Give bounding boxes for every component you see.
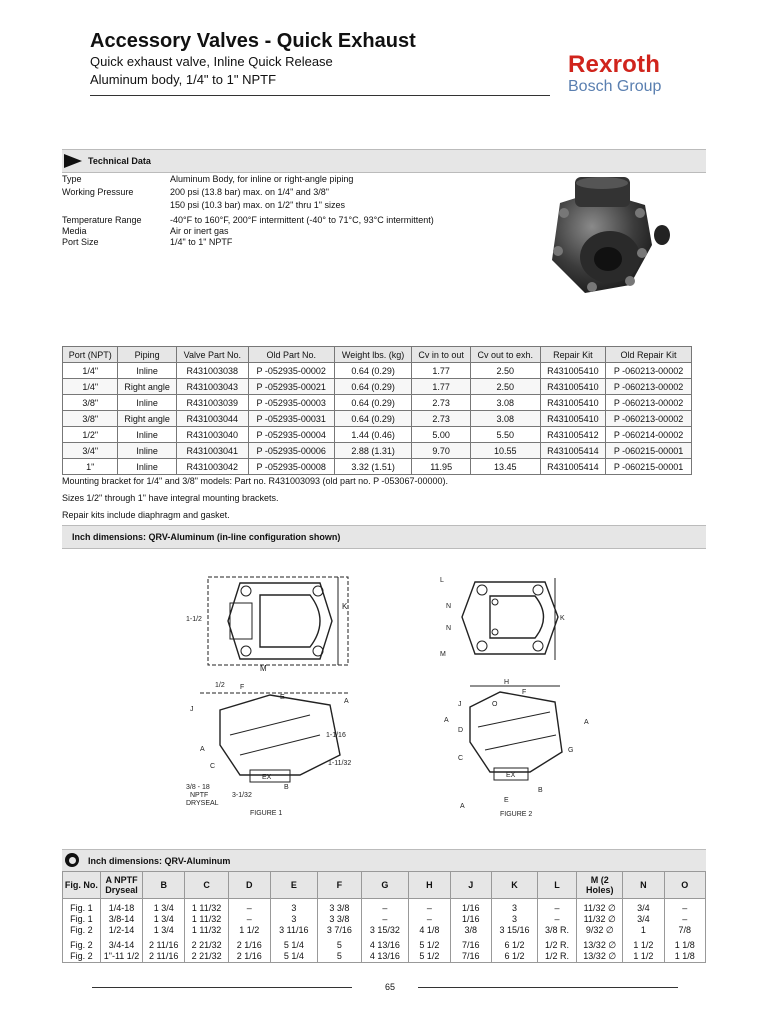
table-cell: 1 1/8 <box>664 951 705 963</box>
dim-label: A <box>444 717 449 724</box>
circle-marker-icon <box>69 857 76 864</box>
col-header: K <box>492 872 538 899</box>
dim-label: C <box>210 763 216 770</box>
table-cell: 1 3/4 <box>143 925 185 936</box>
col-header: L <box>537 872 576 899</box>
col-header: A NPTF Dryseal <box>100 872 143 899</box>
table-cell: 11.95 <box>412 459 470 475</box>
table-cell: 2.73 <box>412 411 470 427</box>
brand-logo <box>568 52 661 96</box>
table-cell: – <box>664 914 705 925</box>
section-heading: Technical Data <box>88 156 151 166</box>
table-cell: – <box>361 914 409 925</box>
dim-label: A <box>584 719 589 726</box>
dim-label: E <box>280 694 285 701</box>
table-cell: – <box>409 914 450 925</box>
table-cell: 3.08 <box>470 411 540 427</box>
table-row <box>63 936 706 951</box>
table-cell: R431003042 <box>176 459 248 475</box>
col-header: Weight lbs. (kg) <box>334 347 412 363</box>
page-subtitle-1: Quick exhaust valve, Inline Quick Release <box>90 54 333 69</box>
dim-label: K <box>342 602 348 611</box>
table-cell: P -060213-00002 <box>606 379 692 395</box>
table-cell: P -052935-00004 <box>248 427 334 443</box>
brand-group: Bosch Group <box>568 78 662 95</box>
table-row <box>63 443 692 459</box>
dim-label: G <box>568 747 574 754</box>
table-cell: Inline <box>118 459 176 475</box>
table-cell: 1/2 R. <box>537 951 576 963</box>
table-cell: 1/16 <box>450 899 492 915</box>
table-row <box>63 427 692 443</box>
page-number: 65 <box>384 982 395 992</box>
table-cell: 7/16 <box>450 951 492 963</box>
figure-1-drawing <box>180 565 390 820</box>
dim-label: F <box>522 689 527 696</box>
table-cell: 3/8" <box>63 395 118 411</box>
table-cell: P -052935-00003 <box>248 395 334 411</box>
table-cell: P -060213-00002 <box>606 411 692 427</box>
col-header: Piping <box>118 347 176 363</box>
dimension-table <box>62 871 706 963</box>
dim-label: EX <box>506 772 516 779</box>
valve-spec-table <box>62 346 692 475</box>
table-cell: 7/16 <box>450 936 492 951</box>
col-header: C <box>185 872 229 899</box>
page-subtitle-2: Aluminum body, 1/4" to 1" NPTF <box>90 72 277 87</box>
table-cell: R431005410 <box>540 379 605 395</box>
table-cell: 3 3/8 <box>318 899 362 915</box>
table-cell: 1 11/32 <box>185 899 229 915</box>
tech-value: 150 psi (10.3 bar) max. on 1/2" thru 1" sizes <box>170 200 345 210</box>
table-cell: 9/32 ∅ <box>577 925 623 936</box>
table-cell: 3 <box>270 899 318 915</box>
port-label: DRYSEAL <box>186 800 219 807</box>
table-row <box>63 925 706 936</box>
arrow-marker-icon <box>64 154 82 168</box>
table-cell: 4 13/16 <box>361 936 409 951</box>
section-heading: Inch dimensions: QRV-Aluminum (in-line configuration shown) <box>72 532 341 542</box>
table-cell: 3 <box>270 914 318 925</box>
table-cell: 5 1/4 <box>270 951 318 963</box>
tech-value: 200 psi (13.8 bar) max. on 1/4" and 3/8" <box>170 187 329 197</box>
table-cell: 2 1/16 <box>228 951 270 963</box>
port-label: 3/8 - 18 <box>186 784 210 791</box>
tech-key: Type <box>62 174 82 184</box>
table-row <box>63 395 692 411</box>
table-cell: – <box>537 914 576 925</box>
table-cell: 1/4" <box>63 363 118 379</box>
col-header: Old Part No. <box>248 347 334 363</box>
table-cell: R431005414 <box>540 459 605 475</box>
table-cell: – <box>228 899 270 915</box>
tech-value: Air or inert gas <box>170 226 229 236</box>
table-cell: P -060213-00002 <box>606 395 692 411</box>
table-row <box>63 951 706 963</box>
table-cell: R431003044 <box>176 411 248 427</box>
table-cell: 1 11/32 <box>185 914 229 925</box>
port-label: NPTF <box>190 792 209 799</box>
dim-label: N <box>446 625 452 632</box>
table-cell: 1.44 (0.46) <box>334 427 412 443</box>
table-cell: R431005414 <box>540 443 605 459</box>
section-technical-data <box>62 149 706 173</box>
figure-caption: FIGURE 2 <box>500 811 533 818</box>
table-cell: R431005410 <box>540 411 605 427</box>
table-cell: 2.50 <box>470 379 540 395</box>
section-heading: Inch dimensions: QRV-Aluminum <box>88 856 231 866</box>
dim-label: 1-11/32 <box>328 760 352 767</box>
dim-label: H <box>504 679 510 686</box>
table-cell: 3/4 <box>623 914 664 925</box>
product-photo <box>530 175 680 315</box>
table-cell: 5.50 <box>470 427 540 443</box>
table-cell: 13/32 ∅ <box>577 951 623 963</box>
table-cell: 7/8 <box>664 925 705 936</box>
table-cell: P -060214-00002 <box>606 427 692 443</box>
figure-caption: FIGURE 1 <box>250 810 283 817</box>
table-cell: 3 <box>492 914 538 925</box>
table-cell: R431003041 <box>176 443 248 459</box>
dim-label: J <box>190 706 194 713</box>
table-cell: 6 1/2 <box>492 936 538 951</box>
table-cell: Fig. 1 <box>63 899 101 915</box>
table-cell: 0.64 (0.29) <box>334 379 412 395</box>
table-cell: Inline <box>118 427 176 443</box>
table-cell: Right angle <box>118 411 176 427</box>
table-cell: 3 7/16 <box>318 925 362 936</box>
note-mounting-bracket: Mounting bracket for 1/4" and 3/8" models: Part no. R431003093 (old part no. P -053067-00000). <box>62 476 448 486</box>
table-cell: 5 <box>318 951 362 963</box>
table-cell: 2 1/16 <box>228 936 270 951</box>
table-cell: Fig. 2 <box>63 925 101 936</box>
brand-name: Rexroth <box>568 51 661 78</box>
dim-label: B <box>284 784 289 791</box>
table-cell: 4 1/8 <box>409 925 450 936</box>
tech-value: -40°F to 160°F, 200°F intermittent (-40° to 71°C, 93°C intermittent) <box>170 215 434 225</box>
table-cell: 2 21/32 <box>185 936 229 951</box>
table-row <box>63 459 692 475</box>
tech-value: 1/4" to 1" NPTF <box>170 237 233 247</box>
table-cell: 1 1/8 <box>664 936 705 951</box>
table-cell: 3/8" <box>63 411 118 427</box>
table-row <box>63 899 706 915</box>
table-cell: 2.50 <box>470 363 540 379</box>
table-cell: 3/8 <box>450 925 492 936</box>
table-cell: 2 21/32 <box>185 951 229 963</box>
col-header: E <box>270 872 318 899</box>
dim-label: 3-1/32 <box>232 792 252 799</box>
table-cell: Inline <box>118 395 176 411</box>
table-cell: – <box>361 899 409 915</box>
table-cell: R431005412 <box>540 427 605 443</box>
dim-label: E <box>504 797 509 804</box>
tech-key: Working Pressure <box>62 187 134 197</box>
table-cell: 1.77 <box>412 363 470 379</box>
table-cell: 5 1/4 <box>270 936 318 951</box>
table-cell: 1 <box>623 925 664 936</box>
page-title: Accessory Valves - Quick Exhaust <box>90 30 416 52</box>
col-header: G <box>361 872 409 899</box>
table-cell: 3 <box>492 899 538 915</box>
tech-value: Aluminum Body, for inline or right-angle piping <box>170 174 354 184</box>
table-cell: 3/8 R. <box>537 925 576 936</box>
dim-label: F <box>240 684 245 691</box>
figure-2-drawing <box>430 572 600 822</box>
table-cell: P -060215-00001 <box>606 443 692 459</box>
table-cell: 1 3/4 <box>143 914 185 925</box>
table-cell: 1.77 <box>412 379 470 395</box>
table-cell: 0.64 (0.29) <box>334 411 412 427</box>
table-cell: 3 15/16 <box>492 925 538 936</box>
col-header: F <box>318 872 362 899</box>
table-cell: R431003040 <box>176 427 248 443</box>
dim-label: D <box>458 727 464 734</box>
col-header: D <box>228 872 270 899</box>
footer-rule-right <box>418 987 678 988</box>
table-cell: R431005410 <box>540 395 605 411</box>
table-cell: 0.64 (0.29) <box>334 363 412 379</box>
col-header: Old Repair Kit <box>606 347 692 363</box>
table-cell: – <box>228 914 270 925</box>
tech-key: Port Size <box>62 237 99 247</box>
table-cell: R431005410 <box>540 363 605 379</box>
table-cell: 3 3/8 <box>318 914 362 925</box>
table-cell: 2.73 <box>412 395 470 411</box>
table-cell: 1" <box>63 459 118 475</box>
table-cell: 1"-11 1/2 <box>100 951 143 963</box>
table-cell: 13.45 <box>470 459 540 475</box>
table-cell: R431003038 <box>176 363 248 379</box>
table-cell: P -052935-00021 <box>248 379 334 395</box>
col-header: B <box>143 872 185 899</box>
dim-label: O <box>492 701 498 708</box>
note-repair-kits: Repair kits include diaphragm and gasket. <box>62 510 230 520</box>
col-header: Valve Part No. <box>176 347 248 363</box>
col-header: Cv out to exh. <box>470 347 540 363</box>
dim-label: M <box>440 651 446 658</box>
table-header-row <box>63 872 706 899</box>
table-cell: 1 1/2 <box>228 925 270 936</box>
table-cell: 10.55 <box>470 443 540 459</box>
col-header: N <box>623 872 664 899</box>
tech-key: Media <box>62 226 87 236</box>
table-cell: 11/32 ∅ <box>577 899 623 915</box>
table-cell: 3/4-14 <box>100 936 143 951</box>
col-header: O <box>664 872 705 899</box>
table-cell: – <box>409 899 450 915</box>
table-cell: 1 11/32 <box>185 925 229 936</box>
table-cell: – <box>537 899 576 915</box>
col-header: Repair Kit <box>540 347 605 363</box>
dim-label: M <box>260 664 267 673</box>
dim-label: EX <box>262 774 272 781</box>
dim-label: K <box>560 615 565 622</box>
dim-label: B <box>538 787 543 794</box>
table-cell: 0.64 (0.29) <box>334 395 412 411</box>
table-cell: 3 15/32 <box>361 925 409 936</box>
table-cell: 3.08 <box>470 395 540 411</box>
section-drawings <box>62 525 706 549</box>
table-cell: 4 13/16 <box>361 951 409 963</box>
table-cell: P -052935-00006 <box>248 443 334 459</box>
table-cell: Fig. 1 <box>63 914 101 925</box>
table-cell: 1/4-18 <box>100 899 143 915</box>
table-cell: 3/4" <box>63 443 118 459</box>
table-cell: 3/4 <box>623 899 664 915</box>
table-cell: 1/2-14 <box>100 925 143 936</box>
col-header: Fig. No. <box>63 872 101 899</box>
table-cell: P -052935-00008 <box>248 459 334 475</box>
footer-rule-left <box>92 987 352 988</box>
table-cell: 1/16 <box>450 914 492 925</box>
table-cell: 3 11/16 <box>270 925 318 936</box>
col-header: J <box>450 872 492 899</box>
dim-label: J <box>458 701 462 708</box>
table-cell: 1 1/2 <box>623 936 664 951</box>
table-header-row <box>63 347 692 363</box>
table-cell: 2 11/16 <box>143 936 185 951</box>
header-rule <box>90 95 550 96</box>
table-cell: 1 3/4 <box>143 899 185 915</box>
dim-label: C <box>458 755 464 762</box>
table-cell: P -060215-00001 <box>606 459 692 475</box>
table-cell: R431003043 <box>176 379 248 395</box>
table-cell: – <box>664 899 705 915</box>
table-row <box>63 914 706 925</box>
table-cell: 1 1/2 <box>623 951 664 963</box>
tech-key: Temperature Range <box>62 215 142 225</box>
table-cell: Inline <box>118 443 176 459</box>
col-header: Port (NPT) <box>63 347 118 363</box>
table-cell: Right angle <box>118 379 176 395</box>
col-header: H <box>409 872 450 899</box>
table-cell: 6 1/2 <box>492 951 538 963</box>
dim-label: N <box>446 603 452 610</box>
table-cell: R431003039 <box>176 395 248 411</box>
table-cell: 5 1/2 <box>409 936 450 951</box>
dim-label: 1/2 <box>215 682 225 689</box>
col-header: M (2 Holes) <box>577 872 623 899</box>
note-integral-brackets: Sizes 1/2" through 1" have integral mounting brackets. <box>62 493 279 503</box>
dim-label: 1-1/2 <box>186 616 202 623</box>
table-cell: 11/32 ∅ <box>577 914 623 925</box>
dim-label: A <box>344 698 349 705</box>
table-cell: P -060213-00002 <box>606 363 692 379</box>
dim-label: 1-1/16 <box>326 732 346 739</box>
table-cell: 2 11/16 <box>143 951 185 963</box>
table-cell: 1/2" <box>63 427 118 443</box>
table-cell: 5.00 <box>412 427 470 443</box>
table-cell: 9.70 <box>412 443 470 459</box>
table-cell: 3/8-14 <box>100 914 143 925</box>
table-row <box>63 411 692 427</box>
col-header: Cv in to out <box>412 347 470 363</box>
section-dimensions <box>62 849 706 873</box>
dim-label: A <box>460 803 465 810</box>
table-cell: 5 <box>318 936 362 951</box>
table-cell: 3.32 (1.51) <box>334 459 412 475</box>
dim-label: A <box>200 746 205 753</box>
table-row <box>63 363 692 379</box>
table-cell: 13/32 ∅ <box>577 936 623 951</box>
table-cell: P -052935-00031 <box>248 411 334 427</box>
table-cell: Fig. 2 <box>63 936 101 951</box>
table-cell: 5 1/2 <box>409 951 450 963</box>
table-cell: 2.88 (1.31) <box>334 443 412 459</box>
table-cell: P -052935-00002 <box>248 363 334 379</box>
table-cell: 1/4" <box>63 379 118 395</box>
table-cell: Inline <box>118 363 176 379</box>
table-cell: 1/2 R. <box>537 936 576 951</box>
table-row <box>63 379 692 395</box>
dim-label: L <box>440 577 444 584</box>
table-cell: Fig. 2 <box>63 951 101 963</box>
